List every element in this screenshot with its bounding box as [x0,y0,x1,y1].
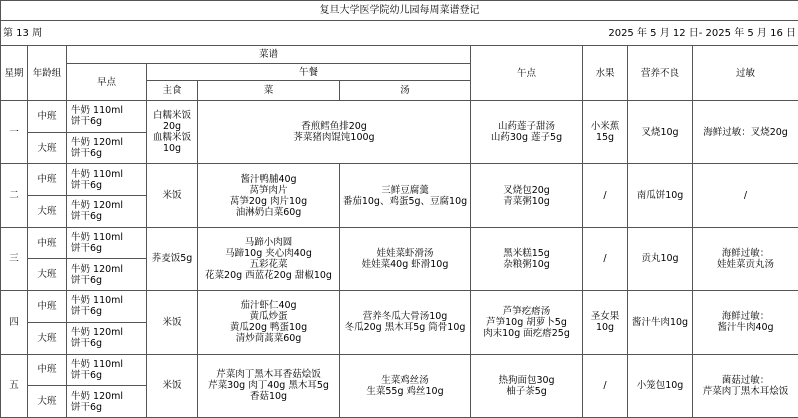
header-breakfast: 早点 [67,64,147,101]
group-mid: 中班 [28,164,67,196]
breakfast-mid: 牛奶 110ml 饼干6g [67,227,147,259]
week-row [1,21,798,46]
header-age-group: 年龄组 [28,46,67,101]
header-menu: 菜谱 [67,46,471,64]
breakfast-large: 牛奶 120ml 饼干6g [67,386,147,418]
table-row [1,354,798,386]
staple-cell: 米饭 [147,354,198,418]
week-number: 第 13 周 [1,21,340,46]
allergy-cell: / [693,164,798,227]
fruit-cell: 圣女果10g [583,291,628,354]
header-soup: 汤 [340,81,471,101]
breakfast-large: 牛奶 120ml 饼干6g [67,196,147,228]
dish-cell: 茄汁虾仁40g 黄瓜炒蛋 黄瓜20g 鸭蛋10g 清炒茼蒿菜60g [198,291,340,354]
snack-cell: 黑米糕15g 杂粮粥10g [471,227,583,290]
malnutrition-cell: 叉烧10g [628,101,693,164]
weekday-cell: 一 [1,101,28,164]
group-large: 大班 [28,322,67,354]
header-row-1 [1,46,798,64]
breakfast-mid: 牛奶 110ml 饼干6g [67,101,147,133]
soup-cell: 生菜鸡丝汤 生菜55g 鸡丝10g [340,354,471,418]
breakfast-mid: 牛奶 110ml 饼干6g [67,354,147,386]
dish-cell: 马蹄小肉圆 马蹄10g 夹心肉40g 五彩花菜 花菜20g 西蓝花20g 甜椒10g [198,227,340,290]
header-malnutrition: 营养不良 [628,46,693,101]
dish-cell: 酱汁鸭脯40g 莴笋肉片 莴笋20g 肉片10g 油淋奶白菜60g [198,164,340,227]
header-fruit: 水果 [583,46,628,101]
weekday-cell: 四 [1,291,28,354]
header-staple: 主食 [147,81,198,101]
malnutrition-cell: 贡丸10g [628,227,693,290]
weekday-cell: 三 [1,227,28,290]
header-lunch: 午餐 [147,64,471,81]
allergy-cell: 海鲜过敏： 娃娃菜贡丸汤 [693,227,798,290]
group-large: 大班 [28,196,67,228]
staple-cell: 米饭 [147,291,198,354]
group-large: 大班 [28,132,67,164]
fruit-cell: / [583,354,628,418]
soup-cell: 娃娃菜虾滑汤 娃娃菜40g 虾滑10g [340,227,471,290]
table-row [1,291,798,323]
table-row [1,101,798,133]
breakfast-large: 牛奶 120ml 饼干6g [67,322,147,354]
malnutrition-cell: 酱汁牛肉10g [628,291,693,354]
snack-cell: 热狗面包30g 柚子茶5g [471,354,583,418]
allergy-cell: 菌菇过敏： 芹菜肉丁黑木耳烩饭 [693,354,798,418]
group-mid: 中班 [28,227,67,259]
fruit-cell: 小米蕉15g [583,101,628,164]
date-range: 2025 年 5 月 12 日- 2025 年 5 月 16 日 [340,21,798,46]
header-dish: 菜 [198,81,340,101]
fruit-cell: / [583,227,628,290]
title-row [1,1,798,21]
header-allergy: 过敏 [693,46,798,101]
group-large: 大班 [28,259,67,291]
weekday-cell: 五 [1,354,28,418]
group-large: 大班 [28,386,67,418]
staple-cell: 米饭 [147,164,198,227]
group-mid: 中班 [28,101,67,133]
allergy-cell: 海鲜过敏： 酱汁牛肉40g [693,291,798,354]
group-mid: 中班 [28,354,67,386]
fruit-cell: / [583,164,628,227]
breakfast-mid: 牛奶 110ml 饼干6g [67,291,147,323]
soup-cell: 三鲜豆腐羹 番茄10g、鸡蛋5g、豆腐10g [340,164,471,227]
dish-cell: 芹菜肉丁黑木耳香菇烩饭 芹菜30g 肉丁40g 黑木耳5g 香菇10g [198,354,340,418]
soup-cell: 营养冬瓜大骨汤10g 冬瓜20g 黑木耳5g 筒骨10g [340,291,471,354]
breakfast-mid: 牛奶 110ml 饼干6g [67,164,147,196]
allergy-cell: 海鲜过敏：叉烧20g [693,101,798,164]
group-mid: 中班 [28,291,67,323]
dish-soup-cell: 香煎鳕鱼排20g 荠菜猪肉馄饨100g [198,101,471,164]
snack-cell: 芦笋疙瘩汤 芦笋10g 胡萝卜5g 肉末10g 面疙瘩25g [471,291,583,354]
breakfast-large: 牛奶 120ml 饼干6g [67,132,147,164]
header-snack: 午点 [471,46,583,101]
malnutrition-cell: 南瓜饼10g [628,164,693,227]
page-title: 复旦大学医学院幼儿园每周菜谱登记 [1,1,798,21]
header-weekday: 星期 [1,46,28,101]
breakfast-large: 牛奶 120ml 饼干6g [67,259,147,291]
weekday-cell: 二 [1,164,28,227]
table-row [1,227,798,259]
malnutrition-cell: 小笼包10g [628,354,693,418]
staple-cell: 荞麦饭5g [147,227,198,290]
staple-cell: 白糯米饭 20g 血糯米饭 10g [147,101,198,164]
snack-cell: 山药莲子甜汤 山药30g 莲子5g [471,101,583,164]
snack-cell: 叉烧包20g 青菜粥10g [471,164,583,227]
table-row [1,164,798,196]
